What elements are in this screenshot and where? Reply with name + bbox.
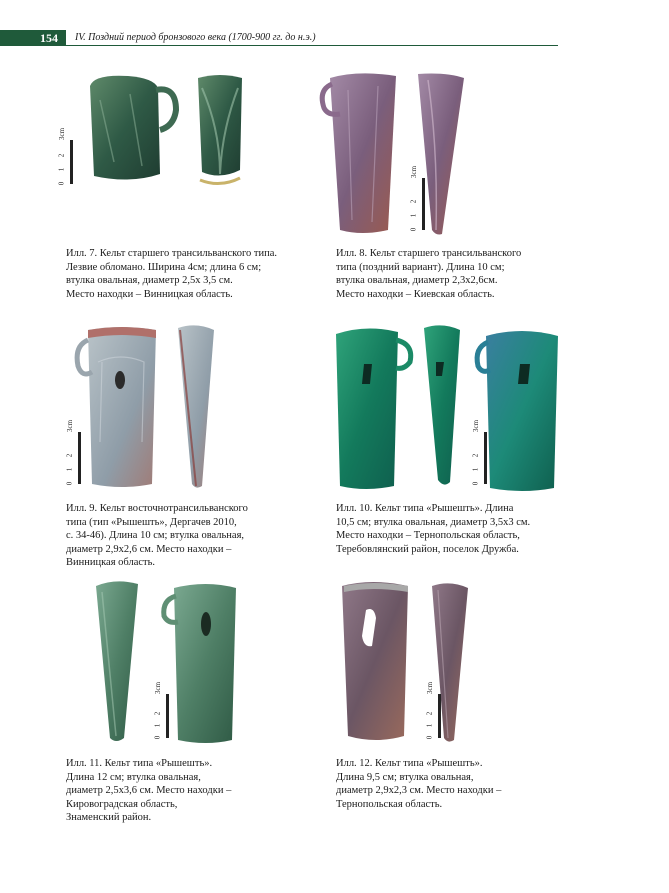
header-rule [66, 45, 558, 46]
celt-9-side [178, 325, 214, 487]
celt-8-front [322, 73, 396, 233]
celt-10-side [424, 325, 460, 484]
celt-12-front [342, 582, 408, 740]
caption-figure-8: Илл. 8. Кельт старшего трансильванского типа (поздний вариант). Длина 10 см; втулка овальная, диаметр 2,3х2,6см. Место находки – Киевская область. [336, 248, 522, 300]
caption-figure-11: Илл. 11. Кельт типа «Рышешть». Длина 12 см; втулка овальная, диаметр 2,5х3,6 см. Место находки – Кировоградская область, Знаменский район. [66, 758, 232, 823]
celt-11-side [96, 581, 138, 741]
figure-10-photo [326, 322, 568, 492]
celt-7-side [198, 75, 242, 184]
figure-7-photo [80, 70, 260, 190]
figure-9-photo [72, 322, 252, 492]
scale-bar-8: 0 1 2 3cm [412, 178, 426, 234]
celt-7-front [90, 76, 176, 180]
celt-10-back [477, 331, 558, 491]
celt-10-front [336, 328, 411, 489]
scale-bar-9: 0 1 2 3cm [68, 432, 82, 488]
celt-9-front [77, 327, 156, 487]
caption-figure-10: Илл. 10. Кельт типа «Рышешть». Длина 10,5 см; втулка овальная, диаметр 3,5х3 см. Место находки – Тернопольская область, Теребовлянский район, поселок Дружба. [336, 503, 531, 555]
header-title: IV. Поздний период бронзового века (1700-900 гг. до н.э.) [75, 32, 316, 43]
page-number: 154 [40, 31, 58, 45]
scale-bar-7: 0 1 2 3cm [60, 140, 74, 188]
scale-bar-10: 0 1 2 3cm [474, 432, 488, 488]
figure-11-photo [90, 578, 250, 748]
caption-figure-7: Илл. 7. Кельт старшего трансильванского типа. Лезвие обломано. Ширина 4см; длина 6 см; втулка овальная, диаметр 2,5х 3,5 см. Место находки – Винницкая область. [66, 248, 278, 300]
figure-8-photo [318, 70, 488, 240]
celt-11-front [164, 584, 236, 743]
figure-12-photo [336, 578, 496, 748]
scale-bar-11: 0 1 2 3cm [156, 694, 170, 742]
scale-bar-12: 0 1 2 3cm [428, 694, 442, 742]
caption-figure-12: Илл. 12. Кельт типа «Рышешть». Длина 9,5 см; втулка овальная, диаметр 2,9х2,3 см. Место находки – Тернопольская область. [336, 758, 502, 810]
caption-figure-9: Илл. 9. Кельт восточнотрансильванского типа (тип «Рышешть», Дергачев 2010, с. 34-46). Длина 10 см; втулка овальная, диаметр 2,9х2,6 см. Место находки – Винницкая область. [66, 503, 248, 568]
